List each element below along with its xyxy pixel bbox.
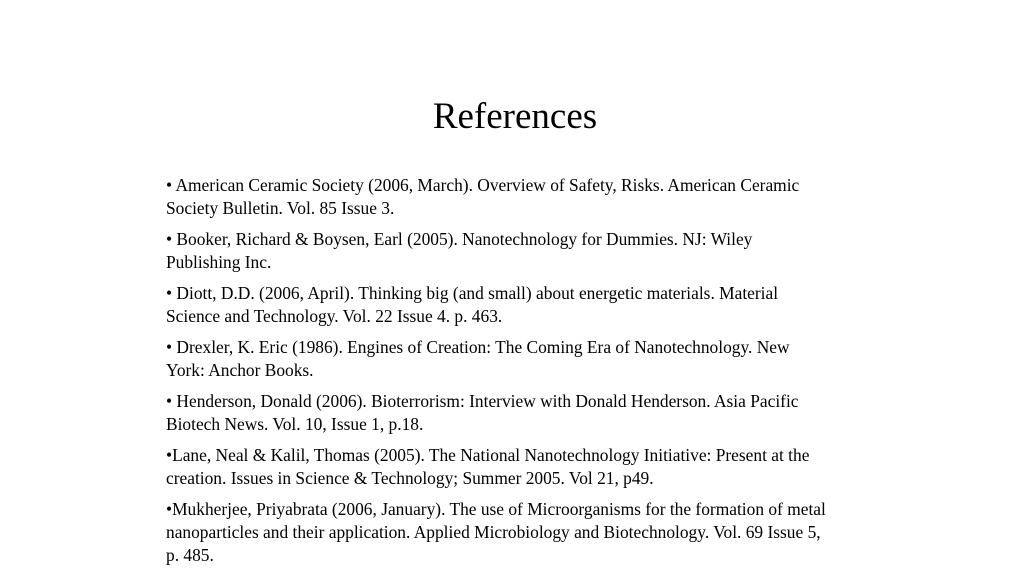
reference-item: • Booker, Richard & Boysen, Earl (2005). Nanotechnology for Dummies. NJ: Wiley Publishing Inc.	[166, 229, 753, 272]
reference-item: • American Ceramic Society (2006, March). Overview of Safety, Risks. American Ceramic Society Bulletin. Vol. 85 Issue 3.	[166, 175, 800, 218]
reference-item: •Mukherjee, Priyabrata (2006, January). The use of Microorganisms for the formation of metal nanoparticles and their application. Applied Microbiology and Biotechnology. Vol. 69 Issue 5, p. 485.	[166, 499, 826, 565]
reference-item: • Drexler, K. Eric (1986). Engines of Creation: The Coming Era of Nanotechnology. New York: Anchor Books.	[166, 337, 790, 380]
reference-item: •Lane, Neal & Kalil, Thomas (2005). The National Nanotechnology Initiative: Present at the creation. Issues in Science & Technology; Summer 2005. Vol 21, p49.	[166, 445, 810, 488]
slide-title: References	[432, 96, 598, 137]
reference-item: • Diott, D.D. (2006, April). Thinking big (and small) about energetic materials. Material Science and Technology. Vol. 22 Issue 4. p. 463.	[166, 283, 779, 326]
reference-list	[166, 174, 831, 575]
reference-item: • Henderson, Donald (2006). Bioterrorism: Interview with Donald Henderson. Asia Pacific Biotech News. Vol. 10, Issue 1, p.18.	[166, 391, 799, 434]
